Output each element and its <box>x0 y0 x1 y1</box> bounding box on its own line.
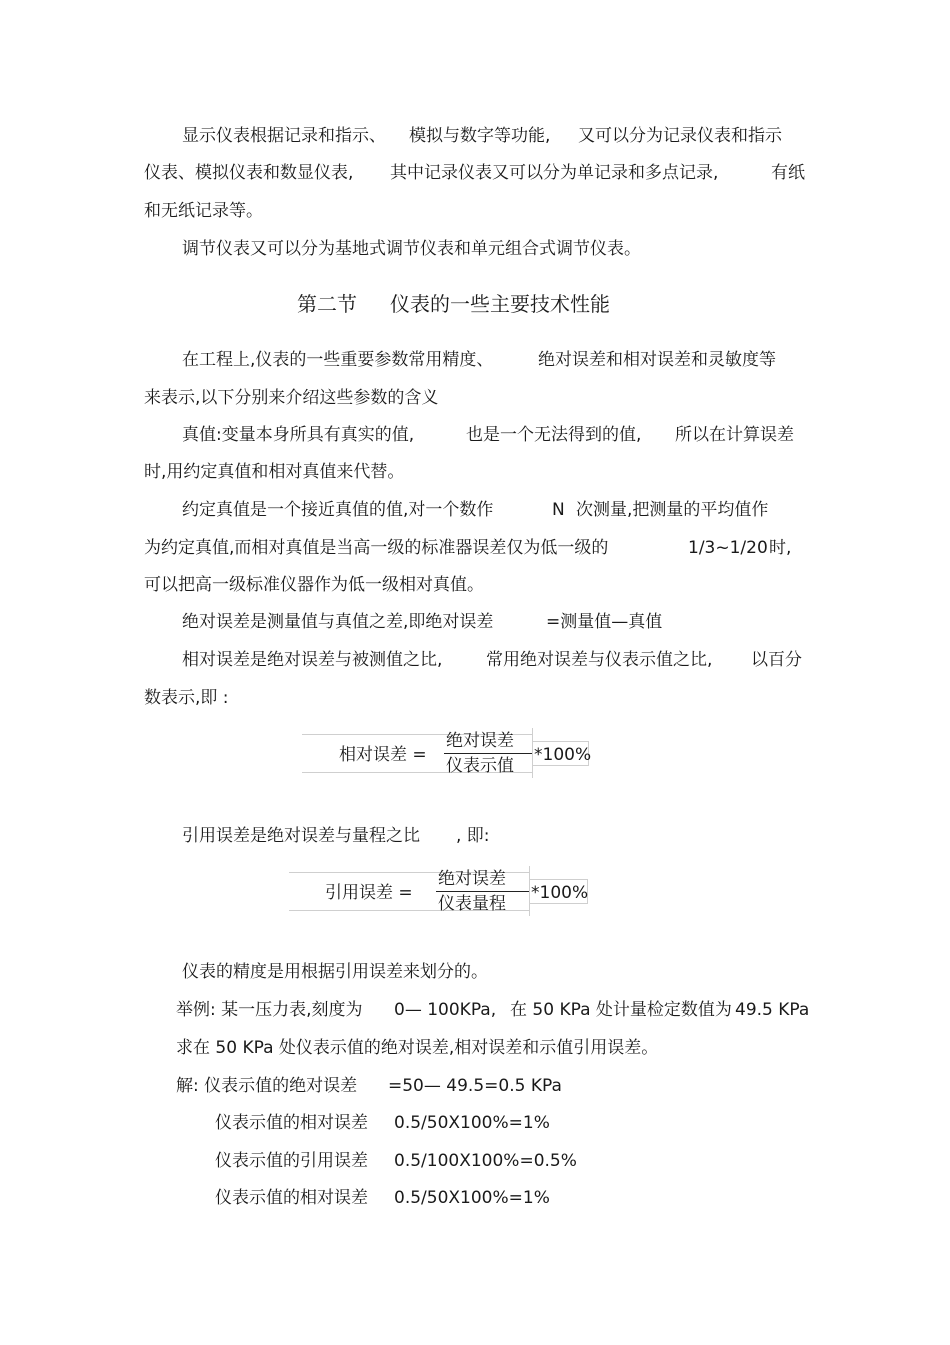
p5-line3: 可以把高一级标准仪器作为低一级相对真值。 <box>144 575 484 595</box>
p7-line1-part2: 常用绝对误差与仪表示值之比, <box>486 650 713 670</box>
example-line1-part3: 在 50 KPa 处计量检定数值为 <box>510 1000 732 1020</box>
p6-line: 绝对误差是测量值与真值之差,即绝对误差 <box>182 612 494 632</box>
p2-line: 调节仪表又可以分为基地式调节仪表和单元组合式调节仪表。 <box>182 239 641 259</box>
p5-line1-part3: 次测量,把测量的平均值作 <box>576 500 769 520</box>
p3-line1: 在工程上,仪表的一些重要参数常用精度、 <box>182 350 494 370</box>
p5-line2-part3: 时, <box>769 538 792 558</box>
p1-line3: 和无纸记录等。 <box>144 201 263 221</box>
section-title: 仪表的一些主要技术性能 <box>390 292 610 316</box>
p8-line: 引用误差是绝对误差与量程之比 <box>182 826 420 846</box>
solution-line3-value: 0.5/100X100%=0.5% <box>394 1151 577 1171</box>
example-line2: 求在 50 KPa 处仪表示值的绝对误差,相对误差和示值引用误差。 <box>176 1038 659 1058</box>
p5-line2-part2: 1/3~1/20 <box>688 538 768 558</box>
p4-line1-part2: 也是一个无法得到的值, <box>466 425 642 445</box>
p8-line-part2: , 即: <box>456 826 490 846</box>
p5-line1: 约定真值是一个接近真值的值,对一个数作 <box>182 500 494 520</box>
p1-line1-part2: 模拟与数字等功能, <box>409 126 551 146</box>
p3-line1-part2: 绝对误差和相对误差和灵敏度等 <box>538 350 776 370</box>
solution-line2: 仪表示值的相对误差 <box>215 1113 368 1133</box>
solution-line2-value: 0.5/50X100%=1% <box>394 1113 550 1133</box>
formula1-numerator: 绝对误差 <box>446 731 514 751</box>
example-line1-part2: 0— 100KPa, <box>394 1000 497 1020</box>
p3-line2: 来表示,以下分别来介绍这些参数的含义 <box>144 388 439 408</box>
p4-line1: 真值:变量本身所具有真实的值, <box>182 425 415 445</box>
p4-line2: 时,用约定真值和相对真值来代替。 <box>144 462 405 482</box>
solution-line4: 仪表示值的相对误差 <box>215 1188 368 1208</box>
p1-line2: 仪表、模拟仪表和数显仪表, <box>144 163 354 183</box>
formula1-denominator: 仪表示值 <box>446 756 514 776</box>
example-line1: 举例: 某一压力表,刻度为 <box>176 1000 363 1020</box>
formula2-denominator: 仪表量程 <box>438 894 506 914</box>
solution-line4-value: 0.5/50X100%=1% <box>394 1188 550 1208</box>
p9-line: 仪表的精度是用根据引用误差来划分的。 <box>182 962 488 982</box>
solution-line1-value: =50— 49.5=0.5 KPa <box>388 1076 562 1096</box>
formula2-lhs: 引用误差 = <box>325 883 413 903</box>
p5-line1-part2: N <box>552 500 565 520</box>
p7-line1: 相对误差是绝对误差与被测值之比, <box>182 650 443 670</box>
p7-line2: 数表示,即 : <box>144 688 229 708</box>
formula2-numerator: 绝对误差 <box>438 869 506 889</box>
p1-line1-part3: 又可以分为记录仪表和指示 <box>578 126 782 146</box>
p6-line-part2: =测量值—真值 <box>546 612 663 632</box>
section-number: 第二节 <box>297 292 357 316</box>
solution-line1: 解: 仪表示值的绝对误差 <box>176 1076 358 1096</box>
formula1-multiplier: *100% <box>534 745 592 765</box>
solution-line3: 仪表示值的引用误差 <box>215 1151 368 1171</box>
p4-line1-part3: 所以在计算误差 <box>675 425 794 445</box>
example-line1-part4: 49.5 KPa <box>735 1000 810 1020</box>
formula2-multiplier: *100% <box>531 883 589 903</box>
p5-line2: 为约定真值,而相对真值是当高一级的标准器误差仅为低一级的 <box>144 538 609 558</box>
p1-line2-part3: 有纸 <box>771 163 805 183</box>
formula1-lhs: 相对误差 = <box>339 745 427 765</box>
p1-line2-part2: 其中记录仪表又可以分为单记录和多点记录, <box>390 163 719 183</box>
p7-line1-part3: 以百分 <box>751 650 802 670</box>
p1-line1: 显示仪表根据记录和指示、 <box>182 126 386 146</box>
